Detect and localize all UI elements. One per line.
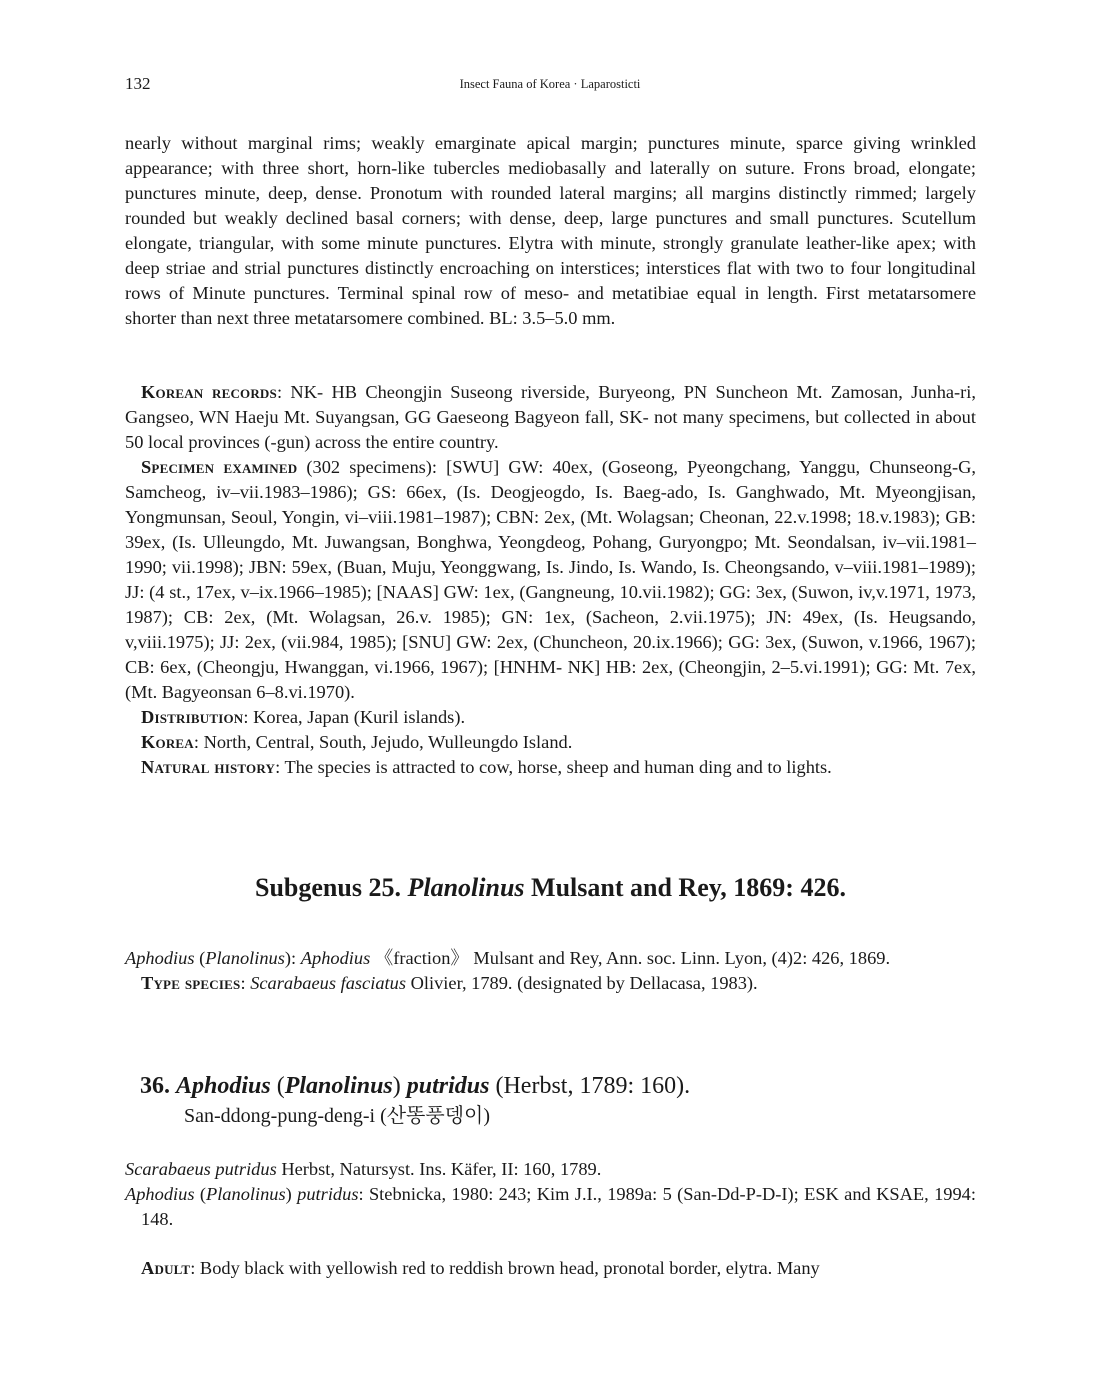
subgenus-heading [125,873,976,903]
distribution-text: : Korea, Japan (Kuril islands). [243,707,466,727]
specimen-examined [125,455,976,705]
species-open-paren: ( [270,1073,285,1099]
species-subgenus: Planolinus [284,1073,393,1099]
description-section [125,131,976,331]
species-heading [140,1071,690,1101]
specimen-examined-text: (302 specimens): [SWU] GW: 40ex, (Goseong, Pyeongchang, Yanggu, Chunseong-G, Samcheog, iv–vii.1983–1986); GS: 66ex, (Is. Deogjeogdo, Is. Baeg-ado, Is. Ganghwado, Mt. Myeongjisan, Yongmunsan, Seoul, Yongin, vi–viii.1981–1987); CBN: 2ex, (Mt. Wolagsan; Cheonan, 22.v.1998; 18.v.1983); GB: 39ex, (Is. Ulleungdo, Mt. Juwangsan, Bonghwa, Yeongdeog, Pohang, Guryongpo; Mt. Seondalsan, iv–vii.1981–1990; vii.1998); JBN: 59ex, (Buan, Muju, Yeonggwang, Is. Jindo, Is. Wando, Is. Cheongsando, v–viii.1981–1989); JJ: (4 st., 17ex, v–ix.1966–1985); [NAAS] GW: 1ex, (Gangneung, 10.vii.1982); GG: 3ex, (Suwon, iv,v.1971, 1973, 1987); CB: 2ex, (Mt. Wolagsan, 26.v. 1985); GN: 1ex, (Sacheon, 2.vii.1975); JN: 49ex, (Is. Heugsando, v,viii.1975); JJ: 2ex, (vii.984, 1985); [SNU] GW: 2ex, (Chuncheon, 20.ix.1966); GG: 3ex, (Suwon, v.1966, 1967); CB: 6ex, (Cheongju, Hwanggan, vi.1966, 1967); [HNHM- NK] HB: 2ex, (Cheongjin, 2–5.vi.1991); GG: Mt. 7ex, (Mt. Bagyeonsan 6–8.vi.1970). [125,457,976,702]
running-title: Insect Fauna of Korea · Laparosticti [459,77,641,91]
synonym-entry-text: Herbst, Natursyst. Ins. Käfer, II: 160, 1789. [276,1159,602,1179]
synonym-entry-text: : Stebnicka, 1980: 243; Kim J.I., 1989a: 5 (San-Dd-P-D-I); ESK and KSAE, 1994: 148. [141,1184,976,1229]
subgenus-suffix: Mulsant and Rey, 1869: 426. [524,873,846,902]
type-species-text: Olivier, 1789. (designated by Dellacasa, 1983). [406,973,758,993]
adult-description [125,1256,976,1281]
synonym-citation: 《fraction》 Mulsant and Rey, Ann. soc. Linn. Lyon, (4)2: 426, 1869. [370,948,891,968]
natural-history-label: Natural history [141,757,276,777]
species-number: 36. [140,1073,170,1099]
page-number: 132 [125,74,151,93]
species-common-name: San-ddong-pung-deng-i (산똥풍뎅이) [184,1105,490,1127]
species-genus: Aphodius [176,1073,271,1099]
synonym-entry-species: putridus [297,1184,359,1204]
adult-text: : Body black with yellowish red to reddish brown head, pronotal border, elytra. Many [190,1258,820,1278]
subgenus-synonymy [125,946,976,996]
description-paragraph: nearly without marginal rims; weakly emarginate apical margin; punctures minute, sparce giving wrinkled appearance; with three short, horn-like tubercles mediobasally and laterally on suture. Frons broad, elongate; punctures minute, deep, dense. Pronotum with rounded lateral margins; all margins distinctly rimmed; largely rounded but weakly declined basal corners; with dense, deep, large punctures and small punctures. Scutellum elongate, triangular, with some minute punctures. Elytra with minute, strongly granulate leather-like apex; with deep striae and strial punctures distinctly encroaching on interstices; interstices flat with two to four longitudinal rows of Minute punctures. Terminal spinal row of meso- and metatibiae equal in length. First metatarsomere shorter than next three metatarsomere combined. BL: 3.5–5.0 mm. [125,133,976,328]
natural-history [125,755,976,780]
synonym-entry-subgenus: Planolinus [205,1184,286,1204]
type-species-colon: : [240,973,251,993]
type-species [125,971,976,996]
synonym-genus: Aphodius [125,948,195,968]
natural-history-text: : The species is attracted to cow, horse, sheep and human ding and to lights. [275,757,832,777]
synonym-entry-open-paren: ( [194,1184,206,1204]
species-epithet: putridus [406,1073,490,1099]
synonym-entry-name: Scarabaeus putridus [125,1159,277,1179]
synonym-entry-genus: Aphodius [125,1184,195,1204]
page-header [125,74,975,98]
distribution-label: Distribution [141,707,244,727]
synonym-entry [125,1157,976,1182]
korean-records [125,380,976,455]
records-section [125,380,976,780]
korean-records-label: Korean records [141,382,277,402]
synonym-entry [125,1182,976,1232]
korea-label: Korea [141,732,194,752]
korean-records-text: : NK- HB Cheongjin Suseong riverside, Buryeong, PN Suncheon Mt. Zamosan, Junha-ri, Gangseo, WN Haeju Mt. Suyangsan, GG Gaeseong Bagyeon fall, SK- not many specimens, but collected in about 50 local provinces (-gun) across the entire country. [125,382,977,452]
species-close-paren: ) [392,1073,407,1099]
species-synonymy [125,1157,976,1232]
specimen-examined-label: Specimen examined [141,457,298,477]
type-species-name: Scarabaeus fasciatus [250,973,406,993]
subgenus-name: Planolinus [407,873,525,902]
distribution [125,705,976,730]
species-author: (Herbst, 1789: 160). [489,1073,691,1099]
korea-text: : North, Central, South, Jejudo, Wulleungdo Island. [193,732,573,752]
type-species-label: Type species [141,973,241,993]
subgenus-synonym-line [125,946,976,971]
synonym-subgenus: Planolinus [205,948,285,968]
synonym-open-paren: ( [194,948,206,968]
synonym-entry-close-paren: ) [285,1184,298,1204]
adult-label: Adult [141,1258,191,1278]
synonym-close-paren: ): [284,948,301,968]
korea-range [125,730,976,755]
adult-section [125,1256,976,1281]
synonym-genus-2: Aphodius [300,948,371,968]
subgenus-prefix: Subgenus 25. [255,873,408,902]
